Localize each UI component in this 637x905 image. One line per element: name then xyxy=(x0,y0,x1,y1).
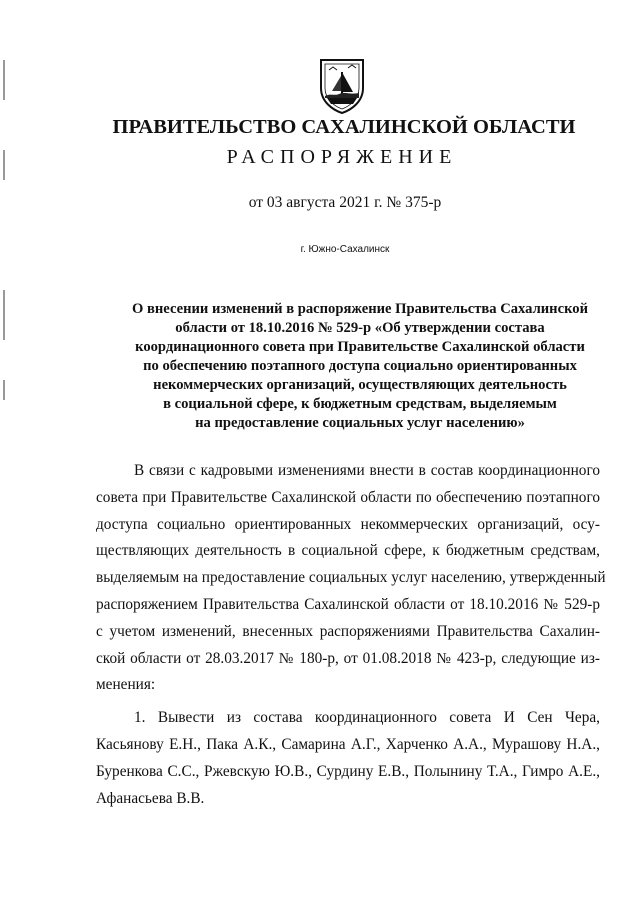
body-line: В связи с кадровыми изменениями внести в состав координационного xyxy=(134,462,600,479)
heading-line: некоммерческих организаций, осуществляющих деятельность xyxy=(153,377,567,393)
body-line: 1. Вывести из состава координационного совета И Сен Чера, xyxy=(134,709,600,727)
body-line: доступа социально ориентированных некоммерческих организаций, осу- xyxy=(96,515,600,533)
heading-line: в социальной сфере, к бюджетным средствам, выделяемым xyxy=(163,396,557,412)
body-line: распоряжением Правительства Сахалинской области от 18.10.2016 № 529-р xyxy=(96,595,600,613)
heading-line: области от 18.10.2016 № 529-р «Об утверждении состава xyxy=(175,320,545,336)
body-line: совета при Правительстве Сахалинской области по обеспечению поэтапного xyxy=(96,488,600,506)
coat-of-arms-icon xyxy=(319,58,365,114)
body-line: менения: xyxy=(96,676,156,694)
body-line: Буренкова С.С., Ржевскую Ю.В., Сурдину Е.В., Полынину Т.А., Гимро А.Е., xyxy=(96,762,600,780)
heading-line: координационного совета при Правительстве Сахалинской области xyxy=(135,339,585,355)
body-line: Касьянову Е.Н., Пака А.К., Самарина А.Г., Харченко А.А., Мурашову Н.А., xyxy=(96,735,600,753)
document-type: РАСПОРЯЖЕНИЕ xyxy=(226,146,458,168)
heading-line: О внесении изменений в распоряжение Правительства Сахалинской xyxy=(132,301,588,317)
body-line: выделяемым на предоставление социальных услуг населению, утвержденный xyxy=(96,569,606,587)
body-line: ской области от 28.03.2017 № 180-р, от 01.08.2018 № 423-р, следующие из- xyxy=(96,649,600,667)
heading-line: на предоставление социальных услуг населению» xyxy=(195,415,525,431)
government-title: ПРАВИТЕЛЬСТВО САХАЛИНСКОЙ ОБЛАСТИ xyxy=(112,116,576,138)
document-city: г. Южно-Сахалинск xyxy=(300,244,390,255)
document-body xyxy=(96,458,606,812)
body-line: ществляющих деятельность в социальной сфере, к бюджетным средствам, xyxy=(96,542,600,560)
document-heading xyxy=(110,300,610,433)
heading-line: по обеспечению поэтапного доступа социально ориентированных xyxy=(143,358,577,374)
document-date-number: от 03 августа 2021 г. № 375-р xyxy=(248,194,442,211)
body-line: Афанасьева В.В. xyxy=(96,789,205,807)
body-line: с учетом изменений, внесенных распоряжениями Правительства Сахалин- xyxy=(96,622,600,640)
